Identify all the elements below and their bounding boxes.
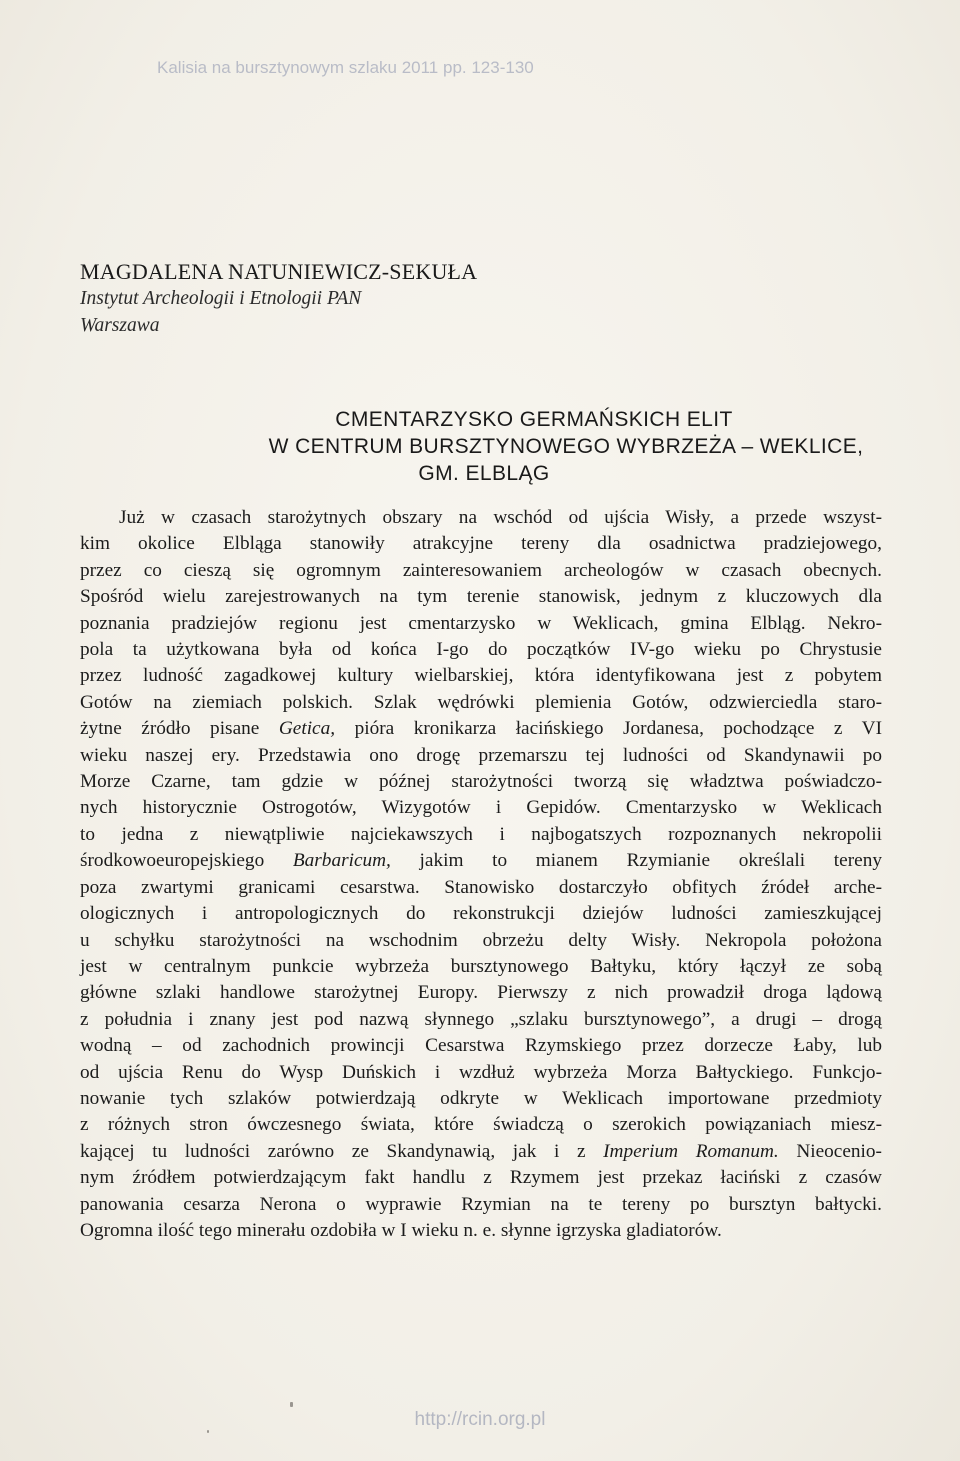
text-line: u schyłku starożytności na wschodnim obrzeżu delty Wisły. Nekropola położona <box>80 929 882 951</box>
text-line: kim okolice Elbląga stanowiły atrakcyjne tereny dla osadnictwa pradziejowego, <box>80 533 882 555</box>
text-fragment: jakim to mianem Rzymianie określali tereny <box>390 850 882 872</box>
text-line: Ogromna ilość tego minerału ozdobiła w I wieku n. e. słynne igrzyska gladiatorów. <box>80 1219 722 1241</box>
body-paragraph <box>80 505 882 1244</box>
title-line-3: GM. ELBLĄG <box>418 462 550 485</box>
text-fragment: Nieocenio- <box>778 1140 882 1162</box>
italic-term-barbaricum: Barbaricum, <box>292 850 391 872</box>
text-line: od ujścia Renu do Wysp Duńskich i wzdłuż wybrzeża Morza Bałtyckiego. Funkcjo- <box>80 1061 882 1083</box>
article-title <box>0 406 960 487</box>
italic-title-getica: Getica, <box>278 718 336 740</box>
text-line: pola ta użytkowana była od końca I-go do początków IV-go wieku po Chrystusie <box>80 639 882 661</box>
italic-term-imperium-romanum: Imperium Romanum. <box>603 1140 779 1162</box>
text-line: nym źródłem potwierdzającym fakt handlu z Rzymem jest przekaz łaciński z czasów <box>80 1167 882 1189</box>
text-line: poza zwartymi granicami cesarstwa. Stanowisko dostarczyło obfitych źródeł arche- <box>80 876 882 898</box>
text-line: z południa i znany jest pod nazwą słynnego „szlaku bursztynowego”, a drugi – drogą <box>80 1008 882 1030</box>
text-fragment: środkowoeuropejskiego <box>80 850 293 872</box>
text-line <box>80 1139 882 1165</box>
text-line: z różnych stron ówczesnego świata, które świadczą o szerokich powiązaniach miesz- <box>80 1114 882 1136</box>
footer-source-url: http://rcin.org.pl <box>414 1409 546 1430</box>
text-line: główne szlaki handlowe starożytnej Europy. Pierwszy z nich prowadził droga lądową <box>80 982 882 1004</box>
text-line: panowania cesarza Nerona o wyprawie Rzymian na te tereny po bursztyn bałtycki. <box>80 1193 882 1215</box>
text-line: przez co cieszą się ogromnym zainteresowaniem archeologów w czasach obecnych. <box>80 559 882 581</box>
title-line-2: W CENTRUM BURSZTYNOWEGO WYBRZEŻA – WEKLICE, <box>268 435 864 458</box>
text-fragment: kającej tu ludności zarówno ze Skandynawią, jak i z <box>80 1140 604 1162</box>
text-line: Spośród wielu zarejestrowanych na tym terenie stanowisk, jednym z kluczowych dla <box>80 586 882 608</box>
running-head: Kalisia na bursztynowym szlaku 2011 pp. 123-130 <box>157 58 534 77</box>
author-city: Warszawa <box>80 315 160 336</box>
text-line: nowanie tych szlaków potwierdzają odkryte w Weklicach importowane przedmioty <box>80 1087 882 1109</box>
text-line: Gotów na ziemiach polskich. Szlak wędrówki plemienia Gotów, odzwierciedla staro- <box>80 691 882 713</box>
text-line <box>80 716 882 742</box>
text-line <box>80 848 882 874</box>
text-line: Już w czasach starożytnych obszary na wschód od ujścia Wisły, a przede wszyst- <box>119 507 882 528</box>
text-line: ologicznych i antropologicznych do rekonstrukcji dziejów ludności zamieszkującej <box>80 903 882 925</box>
title-line-1: CMENTARZYSKO GERMAŃSKICH ELIT <box>335 408 733 431</box>
text-line: Morze Czarne, tam gdzie w późnej starożytności tworzą się władztwa poświadczo- <box>80 771 882 793</box>
author-institute: Instytut Archeologii i Etnologii PAN <box>80 288 362 309</box>
text-line: jest w centralnym punkcie wybrzeża bursztynowego Bałtyku, który łączył ze sobą <box>80 955 882 977</box>
text-line: wieku naszej ery. Przedstawia ono drogę przemarszu tej ludności od Skandynawii po <box>80 744 882 766</box>
author-name: MAGDALENA NATUNIEWICZ-SEKUŁA <box>80 259 478 284</box>
text-line: to jedna z niewątpliwie najciekawszych i najbogatszych rozpoznanych nekropolii <box>80 823 882 845</box>
author-block <box>80 258 680 339</box>
text-line: nych historycznie Ostrogotów, Wizygotów i Gepidów. Cmentarzysko w Weklicach <box>80 797 882 819</box>
text-line: przez ludność zagadkowej kultury wielbarskiej, która identyfikowana jest z pobytem <box>80 665 882 687</box>
text-fragment: żytne źródło pisane <box>80 718 279 740</box>
text-line: wodną – od zachodnich prowincji Cesarstwa Rzymskiego przez dorzecze Łaby, lub <box>80 1035 882 1057</box>
text-line: poznania pradziejów regionu jest cmentarzysko w Weklicach, gmina Elbląg. Nekro- <box>80 612 882 634</box>
text-fragment: pióra kronikarza łacińskiego Jordanesa, pochodzące z VI <box>335 718 883 740</box>
scan-speck <box>290 1402 293 1407</box>
